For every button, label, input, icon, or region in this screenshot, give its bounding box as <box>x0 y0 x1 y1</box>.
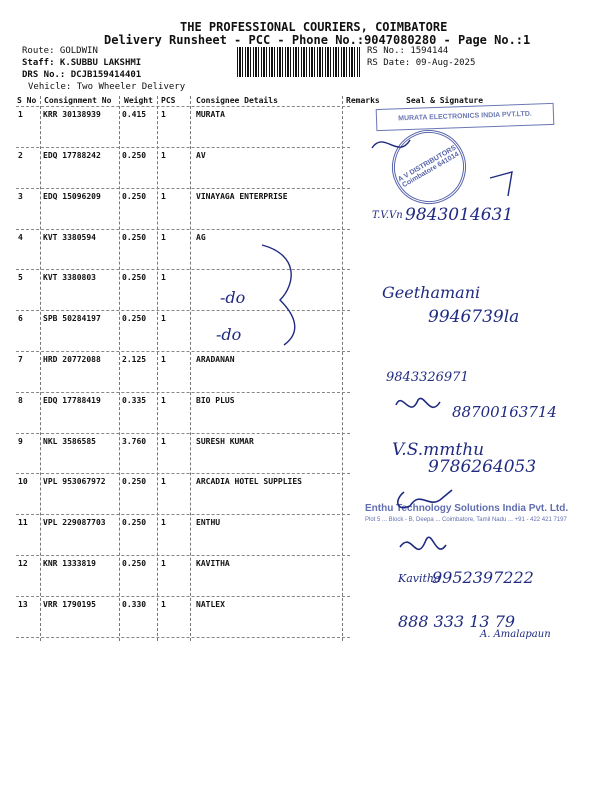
sig-row9-phone: 9786264053 <box>428 457 537 477</box>
signature-scribble <box>396 398 440 407</box>
row-pcs: 1 <box>161 396 166 405</box>
enthu-stamp-address: Plot 5 ... Block - B, Deepa ... Coimbatore, Tamil Nadu ... +91 - 422 421 7197 <box>365 517 567 523</box>
col-seal: Seal & Signature <box>406 96 484 105</box>
row-weight: 0.250 <box>122 559 147 568</box>
row-pcs: 1 <box>161 518 166 527</box>
row-consignee: AV <box>196 151 206 160</box>
col-remarks: Remarks <box>346 96 380 105</box>
row-pcs: 1 <box>161 192 166 201</box>
row-weight: 0.250 <box>122 314 147 323</box>
row-weight: 3.760 <box>122 437 147 446</box>
row-weight: 2.125 <box>122 355 147 364</box>
sig-row12-phone: 9952397222 <box>432 568 534 587</box>
col-consignee: Consignee Details <box>196 96 278 105</box>
enthu-stamp-title: Enthu Technology Solutions India Pvt. Ltd. <box>365 503 569 514</box>
col-pcs: PCS <box>161 96 176 105</box>
row-sno: 5 <box>18 273 23 282</box>
row-sno: 6 <box>18 314 23 323</box>
row-sno: 7 <box>18 355 23 364</box>
row-pcs: 1 <box>161 477 166 486</box>
row-consignee: BIO PLUS <box>196 396 235 405</box>
ditto-brace <box>262 245 295 345</box>
col-weight: Weight <box>124 96 153 105</box>
route-label: Route: GOLDWIN <box>22 46 98 56</box>
sig-row8-phone: 88700163714 <box>452 403 557 421</box>
signature-scribble <box>398 490 452 508</box>
signature-scribble <box>372 140 512 196</box>
row-consignment: VPL 953067972 <box>43 477 106 486</box>
row-consignment: EDQ 17788419 <box>43 396 101 405</box>
row-consignment: VPL 229087703 <box>43 518 106 527</box>
row-consignee: VINAYAGA ENTERPRISE <box>196 192 288 201</box>
row-weight: 0.250 <box>122 233 147 242</box>
round-seal-text: A V DISTRIBUTORS Coimbatore 641014 <box>397 144 461 190</box>
row-consignment: KVT 3380594 <box>43 233 96 242</box>
col-consignment: Consignment No <box>44 96 112 105</box>
row-consignee: ARADANAN <box>196 355 235 364</box>
row-sno: 13 <box>18 600 28 609</box>
row-weight: 0.250 <box>122 518 147 527</box>
staff-label: Staff: K.SUBBU LAKSHMI <box>22 58 142 68</box>
row-pcs: 1 <box>161 110 166 119</box>
row-consignment: HRD 20772088 <box>43 355 101 364</box>
row-pcs: 1 <box>161 273 166 282</box>
drs-number: DRS No.: DCJB159414401 <box>22 70 142 80</box>
row-weight: 0.250 <box>122 477 147 486</box>
row-consignment: SPB 50284197 <box>43 314 101 323</box>
row-sno: 12 <box>18 559 28 568</box>
row-pcs: 1 <box>161 600 166 609</box>
row-consignee: AG <box>196 233 206 242</box>
ditto-mark-b: -do <box>216 325 242 344</box>
row-consignment: NKL 3586585 <box>43 437 96 446</box>
row-weight: 0.415 <box>122 110 147 119</box>
row-consignment: EDQ 15096209 <box>43 192 101 201</box>
row-weight: 0.250 <box>122 273 147 282</box>
row-consignee: SURESH KUMAR <box>196 437 254 446</box>
row-consignment: KNR 1333819 <box>43 559 96 568</box>
sig-row13-name: A. Amalapaun <box>480 629 551 640</box>
row-consignee: NATLEX <box>196 600 225 609</box>
signature-scribble <box>400 537 446 549</box>
row-consignment: EDQ 17788242 <box>43 151 101 160</box>
vehicle-label: Vehicle: Two Wheeler Delivery <box>28 82 186 92</box>
row-weight: 0.250 <box>122 151 147 160</box>
rs-number: RS No.: 1594144 <box>367 46 449 56</box>
row-pcs: 1 <box>161 233 166 242</box>
row-sno: 4 <box>18 233 23 242</box>
murata-stamp-text: MURATA ELECTRONICS INDIA PVT.LTD. <box>398 110 532 123</box>
sig-row12-name: Kavitha <box>398 572 441 585</box>
row-consignee: ARCADIA HOTEL SUPPLIES <box>196 477 302 486</box>
col-sno: S No <box>17 96 37 105</box>
row-sno: 8 <box>18 396 23 405</box>
row-consignment: KRR 30138939 <box>43 110 101 119</box>
sig-row3-phone: 9843014631 <box>405 205 514 225</box>
sig-row6-phone: 9946739la <box>428 307 520 327</box>
row-pcs: 1 <box>161 437 166 446</box>
row-sno: 2 <box>18 151 23 160</box>
row-pcs: 1 <box>161 151 166 160</box>
ditto-mark-a: -do <box>220 288 246 307</box>
row-weight: 0.250 <box>122 192 147 201</box>
row-weight: 0.335 <box>122 396 147 405</box>
company-title: THE PROFESSIONAL COURIERS, COIMBATORE <box>180 20 448 34</box>
rs-date: RS Date: 09-Aug-2025 <box>367 58 476 68</box>
row-consignment: VRR 1790195 <box>43 600 96 609</box>
sig-row7-phone: 9843326971 <box>386 370 469 385</box>
row-consignee: MURATA <box>196 110 225 119</box>
sig-row13-phone: 888 333 13 79 <box>398 612 516 631</box>
sig-row3-prefix: T.V.Vn <box>372 210 403 221</box>
row-weight: 0.330 <box>122 600 147 609</box>
row-sno: 11 <box>18 518 28 527</box>
sig-row9-name: V.S.mmthu <box>392 440 485 460</box>
row-pcs: 1 <box>161 314 166 323</box>
row-consignment: KVT 3380803 <box>43 273 96 282</box>
row-sno: 1 <box>18 110 23 119</box>
row-pcs: 1 <box>161 355 166 364</box>
sig-row5-name: Geethamani <box>382 283 481 302</box>
row-sno: 9 <box>18 437 23 446</box>
runsheet-subtitle: Delivery Runsheet - PCC - Phone No.:9047080280 - Page No.:1 <box>104 33 531 47</box>
row-consignee: ENTHU <box>196 518 221 527</box>
row-consignee: KAVITHA <box>196 559 230 568</box>
row-pcs: 1 <box>161 559 166 568</box>
row-sno: 3 <box>18 192 23 201</box>
row-sno: 10 <box>18 477 28 486</box>
